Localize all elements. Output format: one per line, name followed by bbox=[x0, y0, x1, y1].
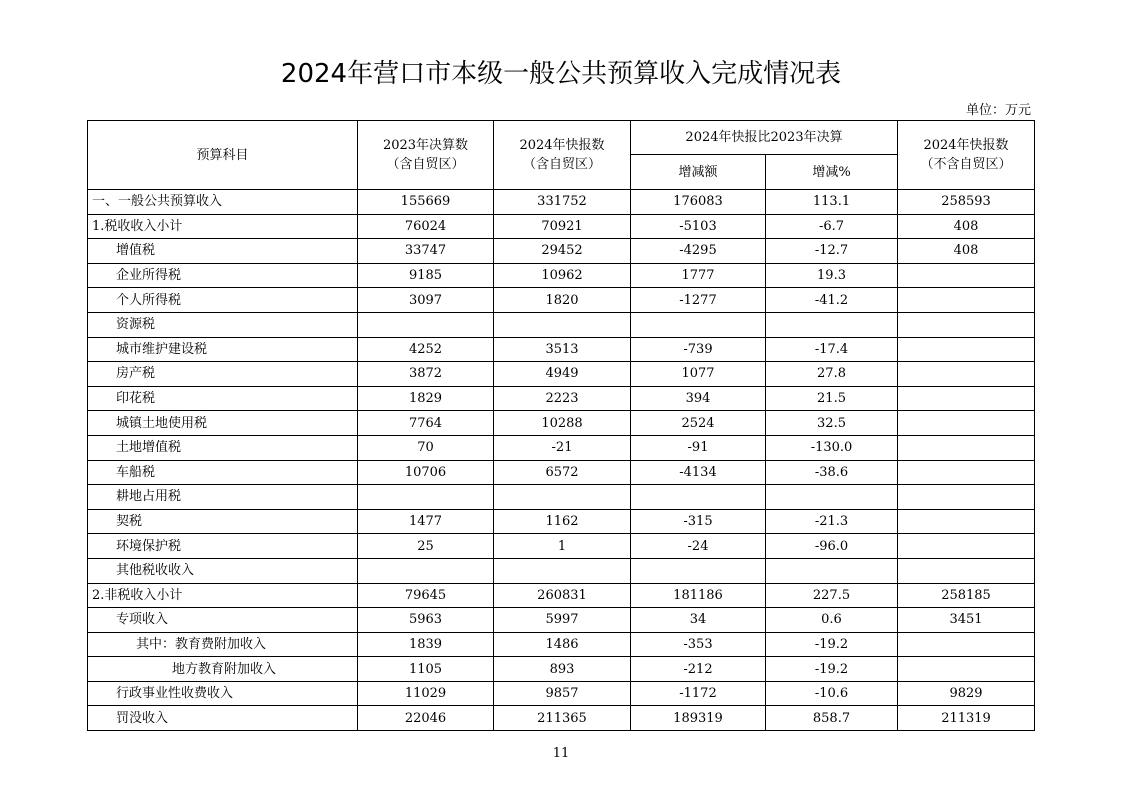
cell-pct: 858.7 bbox=[766, 706, 898, 731]
table-row bbox=[88, 312, 1035, 337]
cell-excl bbox=[898, 632, 1035, 657]
row-subject: 企业所得税 bbox=[88, 263, 358, 288]
unit-label: 单位：万元 bbox=[965, 103, 1031, 118]
cell-v2023: 4252 bbox=[358, 337, 494, 362]
cell-diff: 1077 bbox=[631, 362, 766, 387]
cell-v2024: 6572 bbox=[494, 460, 631, 485]
cell-excl: 211319 bbox=[898, 706, 1035, 731]
cell-v2023: 3872 bbox=[358, 362, 494, 387]
cell-v2024: 70921 bbox=[494, 214, 631, 239]
row-subject: 其中：教育费附加收入 bbox=[88, 632, 358, 657]
header-2023-final: 2023年决算数 （含自贸区） bbox=[358, 121, 494, 190]
table-row bbox=[88, 239, 1035, 264]
cell-pct: 0.6 bbox=[766, 608, 898, 633]
cell-v2023: 155669 bbox=[358, 190, 494, 215]
cell-excl bbox=[898, 288, 1035, 313]
cell-v2024: 10962 bbox=[494, 263, 631, 288]
cell-v2024 bbox=[494, 312, 631, 337]
cell-v2024: 29452 bbox=[494, 239, 631, 264]
cell-v2023: 70 bbox=[358, 435, 494, 460]
cell-pct: -12.7 bbox=[766, 239, 898, 264]
cell-pct: 27.8 bbox=[766, 362, 898, 387]
cell-v2023: 5963 bbox=[358, 608, 494, 633]
cell-pct: -38.6 bbox=[766, 460, 898, 485]
row-subject: 车船税 bbox=[88, 460, 358, 485]
cell-diff bbox=[631, 312, 766, 337]
row-subject: 罚没收入 bbox=[88, 706, 358, 731]
cell-excl: 3451 bbox=[898, 608, 1035, 633]
cell-pct: 21.5 bbox=[766, 386, 898, 411]
cell-excl bbox=[898, 460, 1035, 485]
cell-diff: -5103 bbox=[631, 214, 766, 239]
cell-diff: 176083 bbox=[631, 190, 766, 215]
cell-diff: -212 bbox=[631, 657, 766, 682]
cell-v2024: 3513 bbox=[494, 337, 631, 362]
row-subject: 环境保护税 bbox=[88, 534, 358, 559]
cell-pct: -19.2 bbox=[766, 632, 898, 657]
cell-excl bbox=[898, 263, 1035, 288]
cell-excl bbox=[898, 337, 1035, 362]
header-pct: 增减% bbox=[766, 155, 898, 190]
table-row bbox=[88, 558, 1035, 583]
table-body bbox=[88, 190, 1035, 731]
cell-v2023: 25 bbox=[358, 534, 494, 559]
cell-v2023: 11029 bbox=[358, 681, 494, 706]
cell-v2023: 1829 bbox=[358, 386, 494, 411]
table-row bbox=[88, 583, 1035, 608]
row-subject: 资源税 bbox=[88, 312, 358, 337]
page-title: 2024年营口市本级一般公共预算收入完成情况表 bbox=[280, 59, 842, 89]
cell-excl: 258185 bbox=[898, 583, 1035, 608]
table-row bbox=[88, 337, 1035, 362]
cell-diff bbox=[631, 558, 766, 583]
table-row bbox=[88, 608, 1035, 633]
cell-excl: 408 bbox=[898, 214, 1035, 239]
cell-excl bbox=[898, 558, 1035, 583]
cell-v2024: 4949 bbox=[494, 362, 631, 387]
table-row bbox=[88, 411, 1035, 436]
cell-v2023 bbox=[358, 558, 494, 583]
table-row bbox=[88, 362, 1035, 387]
table-row bbox=[88, 657, 1035, 682]
cell-v2024: 211365 bbox=[494, 706, 631, 731]
row-subject: 行政事业性收费收入 bbox=[88, 681, 358, 706]
cell-pct: -6.7 bbox=[766, 214, 898, 239]
cell-v2024 bbox=[494, 485, 631, 510]
cell-diff: 189319 bbox=[631, 706, 766, 731]
cell-v2024: 1486 bbox=[494, 632, 631, 657]
cell-diff: -4295 bbox=[631, 239, 766, 264]
table-row bbox=[88, 263, 1035, 288]
cell-v2023: 79645 bbox=[358, 583, 494, 608]
table-row bbox=[88, 460, 1035, 485]
row-subject: 城镇土地使用税 bbox=[88, 411, 358, 436]
cell-diff: 394 bbox=[631, 386, 766, 411]
cell-diff: -1277 bbox=[631, 288, 766, 313]
table-row bbox=[88, 190, 1035, 215]
cell-pct: 227.5 bbox=[766, 583, 898, 608]
cell-v2024: 1820 bbox=[494, 288, 631, 313]
cell-excl: 9829 bbox=[898, 681, 1035, 706]
cell-v2023: 9185 bbox=[358, 263, 494, 288]
row-subject: 增值税 bbox=[88, 239, 358, 264]
header-compare: 2024年快报比2023年决算 bbox=[631, 121, 898, 155]
row-subject: 土地增值税 bbox=[88, 435, 358, 460]
budget-revenue-table bbox=[87, 120, 1035, 731]
header-2024-flash-excl: 2024年快报数 （不含自贸区） bbox=[898, 121, 1035, 190]
row-subject: 个人所得税 bbox=[88, 288, 358, 313]
table-row bbox=[88, 288, 1035, 313]
row-subject: 契税 bbox=[88, 509, 358, 534]
cell-v2024: 893 bbox=[494, 657, 631, 682]
cell-pct: -130.0 bbox=[766, 435, 898, 460]
cell-v2024: 5997 bbox=[494, 608, 631, 633]
cell-pct: 19.3 bbox=[766, 263, 898, 288]
cell-v2024 bbox=[494, 558, 631, 583]
table-row bbox=[88, 632, 1035, 657]
cell-v2023: 76024 bbox=[358, 214, 494, 239]
cell-diff: 1777 bbox=[631, 263, 766, 288]
table-row bbox=[88, 386, 1035, 411]
cell-v2023: 33747 bbox=[358, 239, 494, 264]
cell-v2023 bbox=[358, 312, 494, 337]
cell-pct: -17.4 bbox=[766, 337, 898, 362]
cell-excl bbox=[898, 509, 1035, 534]
row-subject: 专项收入 bbox=[88, 608, 358, 633]
cell-v2023: 1839 bbox=[358, 632, 494, 657]
row-subject: 一、一般公共预算收入 bbox=[88, 190, 358, 215]
cell-pct: -96.0 bbox=[766, 534, 898, 559]
cell-excl bbox=[898, 485, 1035, 510]
cell-v2024: 260831 bbox=[494, 583, 631, 608]
cell-v2023: 7764 bbox=[358, 411, 494, 436]
cell-diff: -24 bbox=[631, 534, 766, 559]
table-row bbox=[88, 534, 1035, 559]
cell-v2023: 10706 bbox=[358, 460, 494, 485]
cell-diff: 34 bbox=[631, 608, 766, 633]
row-subject: 地方教育附加收入 bbox=[88, 657, 358, 682]
cell-pct: 32.5 bbox=[766, 411, 898, 436]
cell-pct: -19.2 bbox=[766, 657, 898, 682]
cell-excl bbox=[898, 386, 1035, 411]
cell-v2024: 1 bbox=[494, 534, 631, 559]
cell-diff: -4134 bbox=[631, 460, 766, 485]
cell-excl: 408 bbox=[898, 239, 1035, 264]
cell-excl: 258593 bbox=[898, 190, 1035, 215]
cell-v2023: 22046 bbox=[358, 706, 494, 731]
table-row bbox=[88, 681, 1035, 706]
table-row bbox=[88, 214, 1035, 239]
cell-diff bbox=[631, 485, 766, 510]
cell-v2023: 1477 bbox=[358, 509, 494, 534]
row-subject: 耕地占用税 bbox=[88, 485, 358, 510]
cell-excl bbox=[898, 312, 1035, 337]
cell-pct: -21.3 bbox=[766, 509, 898, 534]
page-number: 11 bbox=[552, 746, 570, 761]
cell-diff: -353 bbox=[631, 632, 766, 657]
cell-excl bbox=[898, 362, 1035, 387]
header-2024-flash: 2024年快报数 （含自贸区） bbox=[494, 121, 631, 190]
cell-v2024: 9857 bbox=[494, 681, 631, 706]
row-subject: 1.税收收入小计 bbox=[88, 214, 358, 239]
cell-v2024: 331752 bbox=[494, 190, 631, 215]
row-subject: 2.非税收入小计 bbox=[88, 583, 358, 608]
cell-diff: -315 bbox=[631, 509, 766, 534]
cell-diff: -1172 bbox=[631, 681, 766, 706]
table-row bbox=[88, 706, 1035, 731]
cell-v2024: 2223 bbox=[494, 386, 631, 411]
header-diff: 增减额 bbox=[631, 155, 766, 190]
cell-pct: 113.1 bbox=[766, 190, 898, 215]
cell-diff: -739 bbox=[631, 337, 766, 362]
cell-v2023: 1105 bbox=[358, 657, 494, 682]
table-row bbox=[88, 435, 1035, 460]
cell-v2024: 10288 bbox=[494, 411, 631, 436]
table-row bbox=[88, 485, 1035, 510]
row-subject: 房产税 bbox=[88, 362, 358, 387]
row-subject: 印花税 bbox=[88, 386, 358, 411]
row-subject: 城市维护建设税 bbox=[88, 337, 358, 362]
cell-v2024: -21 bbox=[494, 435, 631, 460]
cell-pct: -10.6 bbox=[766, 681, 898, 706]
cell-diff: -91 bbox=[631, 435, 766, 460]
cell-diff: 181186 bbox=[631, 583, 766, 608]
header-subject: 预算科目 bbox=[88, 121, 358, 190]
cell-v2023: 3097 bbox=[358, 288, 494, 313]
cell-excl bbox=[898, 411, 1035, 436]
cell-diff: 2524 bbox=[631, 411, 766, 436]
cell-v2023 bbox=[358, 485, 494, 510]
cell-excl bbox=[898, 657, 1035, 682]
row-subject: 其他税收收入 bbox=[88, 558, 358, 583]
cell-pct bbox=[766, 312, 898, 337]
cell-pct: -41.2 bbox=[766, 288, 898, 313]
cell-v2024: 1162 bbox=[494, 509, 631, 534]
cell-pct bbox=[766, 485, 898, 510]
cell-pct bbox=[766, 558, 898, 583]
cell-excl bbox=[898, 435, 1035, 460]
table-row bbox=[88, 509, 1035, 534]
cell-excl bbox=[898, 534, 1035, 559]
